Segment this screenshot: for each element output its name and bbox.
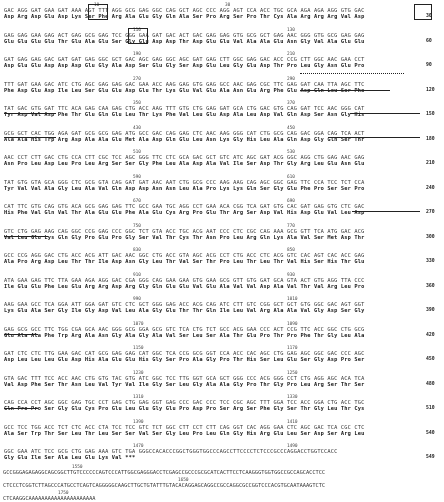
peptide-underline xyxy=(328,137,420,138)
residue-count: 30 xyxy=(426,14,432,19)
residue-count: 360 xyxy=(426,283,435,289)
residue-count: 390 xyxy=(426,308,435,313)
peptide-underline xyxy=(350,113,420,114)
residue-count: 330 xyxy=(426,259,435,264)
position-label: 1150 xyxy=(133,346,144,351)
nucleotide-row: AAG GAA GCC TCA GGA ATT GGA GAT GTC CTC GCT GGG GAG ACC ACG CAG ATC CTT GTC CGG GCT GCT GTG GGC GAC AGT GGT xyxy=(4,302,365,308)
residue-count: 540 xyxy=(426,430,435,436)
position-label: 450 xyxy=(287,125,295,131)
position-label: 350 xyxy=(133,101,141,106)
residue-count: 270 xyxy=(426,210,435,215)
position-label: 1650 xyxy=(178,477,189,483)
codon-box xyxy=(88,4,108,20)
amino-acid-row: Phe Asp Glu Asp Ile Leu Ser Glu Glu Asp Glu Thr Lys Glu Val Glu Ala Asn Glu Arg Phe Glu Asp Gln Leu Ser Phe xyxy=(4,87,365,94)
peptide-underline xyxy=(4,408,38,409)
codon-box xyxy=(414,4,432,20)
codon-box xyxy=(128,28,148,44)
position-label: 1490 xyxy=(287,444,298,449)
amino-acid-row: Asn Pro Leu Asp Leu Pro Leu Arg Ser Ser Gly Phe Leu Ala Asp Ala Val Ile Ser Asp Thr Gly Arg Leu Glu Asn Glu xyxy=(4,161,365,167)
position-label: 1250 xyxy=(287,370,298,376)
residue-count: 450 xyxy=(426,357,435,362)
position-label: 130 xyxy=(287,27,295,33)
residue-count: 120 xyxy=(426,87,435,93)
amino-acid-row: Gly Glu Ile Ser Ala Leu Glu Lys Val *** xyxy=(4,455,136,461)
nucleotide-row: GCG GCT CAC TGG AGA GAT GCG GCG GAG ATG GCC GAC CAG GAG CTC AAC AAG GGG CAT CTG GCG CAG GAC GGA CAG TCA ACT xyxy=(4,130,365,137)
nucleotide-row: GAG GCG GCC TTC TGG CGA GCA AAC GGG GCG GGA GCG GTC TCA CTG TCT GCC ACG GAA CCC ACT CCG TTC ACC GGC CTG GCG xyxy=(4,326,365,333)
position-label: 190 xyxy=(133,52,141,57)
nucleotide-row: GAG GAG GAA GAG ACT GAG GCG GAG TCC GGG GAA GAT GAC ACT GAC GAG GAG GTG GCG GCT GAG AAC GGG GTG GCG GAG GAG xyxy=(4,32,365,39)
peptide-underline xyxy=(4,137,56,138)
nucleotide-row: CAG CCA CCT AGC GGC GAG TGC CCT GAG CTG GAG GGT GAG CCC GAC CCC TCC CGC AGC TTT GGA TCC ACC GGA CTG ACC TGC xyxy=(4,400,365,406)
nucleotide-row: TAT GAC GTG GAT TTC ACA GAG CAA GAG CTG ACC AAG TTT GTG CTG GAG GAT GCA CTG GAC GTG CAG GAT TCC AAC GGG CAT xyxy=(4,106,365,112)
position-label: 530 xyxy=(287,150,295,155)
amino-acid-row: Tyr Asp Val Asp Phe Thr Glu Gln Glu Leu Thr Lys Phe Val Leu Glu Asp Ala Leu Asp Val Gln Asp Ser Asn Gly His xyxy=(4,112,365,118)
residue-count: 480 xyxy=(426,381,435,387)
amino-acid-row: Ile Glu Glu Phe Leu Glu Arg Arg Asp Arg Gly Gln Glu Glu Val Glu Ala Val Val Asp Ala Val Thr Val Arg Leu Pro xyxy=(4,283,365,290)
position-label: 270 xyxy=(133,76,141,82)
nucleotide-row: GAC AGG GAT GAA GAT AAA AGT TTT AGG GCG GAG GGC CAG GCT AGC CCC AGG AGT CCA ACC TGC GCA AGA AGA AGG GTG GAC xyxy=(4,8,365,14)
position-label: 1070 xyxy=(133,321,144,327)
position-label: 750 xyxy=(133,223,141,229)
position-label: 1410 xyxy=(287,419,298,425)
residue-count: 420 xyxy=(426,332,435,338)
position-label: 1010 xyxy=(287,297,298,302)
position-label: 290 xyxy=(287,76,295,82)
nucleotide-row: GCC TCC TGG ACC TCT CTC ACC CTA TCC TCC GTC TCT GGC CTT CCT CTT CAG GGT CAC AGG GAA CTC AGC GAC TCA CGC CTC xyxy=(4,424,365,431)
position-label: 850 xyxy=(287,248,295,253)
amino-acid-row: Val Asp Phe Ser Thr Asn Leu Val Tyr Val Ile Gly Ser Leu Gly Ala Ala Gly Pro Thr Gly Pro Leu Arg Ser Thr Ser xyxy=(4,381,365,388)
position-label: 430 xyxy=(133,125,141,131)
amino-acid-row: Glu Ala Ala Phe Trp Arg Ala Asn Gly Ala Gly Ala Val Ser Leu Ser Ala Thr Glu Pro Thr Pro Phe Thr Gly Leu Ala xyxy=(4,332,365,339)
peptide-underline xyxy=(4,113,56,114)
position-label: 510 xyxy=(133,150,141,155)
amino-acid-row: Asp Leu Leu Leu Glu Asp His Ala Glu Glu His Gly Ser Pro Ala Gly Pro Thr His Ser Leu Glu Ser Gly Asp Pro Ser xyxy=(4,357,365,363)
position-label: 590 xyxy=(133,174,141,180)
peptide-underline xyxy=(4,236,48,237)
nucleotide-row: TTT GAT GAA GAC ATC CTG AGC GAG GAG GAC GAA ACC AAG GAG GTG GAG GCC AAC GAG CGC TTC GAG GAT CAA TTA AGC TTC xyxy=(4,81,365,88)
nucleotide-row: GTC CTG GAG AAG CAG GGC CCG GAG CCC GGC TCT GTA ACC TGC ACG AAT CCC CTC CGC CAG AAA GCG GTT TCA ATG GAC ACG xyxy=(4,228,365,235)
position-label: 10 xyxy=(94,3,100,8)
amino-acid-row: Asp Arg Asp Glu Asp Lys Ser Phe Arg Ala Glu Gly Gln Ala Ser Pro Arg Ser Pro Thr Cys Ala Arg Arg Arg Val Asp xyxy=(4,14,365,20)
position-label: 690 xyxy=(287,199,295,204)
nucleotide-row: CAT TTC GTG CAG GTG ACA GCG GAG GAG TTC GCC GAA TGC AGG CCT GAA ACA CGG TCA GAT GTG CAC GAT GAG GTG CTC GAC xyxy=(4,204,365,210)
residue-count: 60 xyxy=(426,38,432,44)
nucleotide-row: TAT GTG GTA GCA GGG CTC GCG GTA CAG GAT GAT AAC AAT CTG GCG CCC AAG AAG CAG AGC GGC GAG TTC CCA TCC TCT CCA xyxy=(4,179,365,186)
position-label: 670 xyxy=(133,199,141,204)
position-label: 990 xyxy=(133,297,141,302)
position-label: 1470 xyxy=(133,444,144,449)
position-label: 770 xyxy=(287,223,295,229)
amino-acid-row: Ala Ala His Trp Arg Asp Ala Ala Glu Met Ala Asp Gln Glu Leu Asn Lys Gly His Leu Ala Gln Asp Gly Gln Ser Thr xyxy=(4,136,365,143)
nucleotide-row: CTCCCTCGGTCTTAGCCCATGCCTCAGTCAGGGGGCAAGCTTGCTGTATTTGTACACAGGAGCAGGCCGCCAGGCGCCGGTCCCACGTGCAATAAAGTCTC xyxy=(3,482,326,489)
nucleotide-row: GAT GAG GAG GAC GAT GAT GAG GGC GCT GAC AGC GAG GGC AGC GAT GAG CTT GGC GAG GAC ACC CCG CTT GGC AAC GAA CCT xyxy=(4,57,365,63)
amino-acid-row: Tyr Val Val Ala Gly Leu Ala Val Gln Asp Asp Asn Asn Leu Ala Pro Lys Lys Gln Ser Gly Glu Phe Pro Ser Ser Pro xyxy=(4,185,365,192)
residue-count: 90 xyxy=(426,63,432,68)
position-label: 610 xyxy=(287,174,295,180)
position-label: 1230 xyxy=(133,370,144,376)
position-label: 210 xyxy=(287,52,295,57)
amino-acid-row: Gln Pro Pro Ser Gly Glu Cys Pro Glu Leu Glu Gly Glu Pro Asp Pro Ser Arg Ser Phe Gly Ser Thr Gly Leu Thr Cys xyxy=(4,406,365,412)
position-label: 1330 xyxy=(287,395,298,400)
residue-count: 240 xyxy=(426,185,435,191)
residue-count: 180 xyxy=(426,136,435,142)
position-label: 1550 xyxy=(72,464,83,470)
motif-dots xyxy=(300,73,404,74)
nucleotide-row: GCC CCG AGG GAC CTG ACC ACG ATT GAC AAC GGC CTG ACC GTA AGC ACG CCT CTG ACC CTC ACG GTC CAC AGT CAC ACC GAG xyxy=(4,253,365,259)
nucleotide-row: GAT CTC CTC TTG GAA GAC CAT GCG GAG GAG CAT GGC TCA CCG GCG GGT CCA ACC CAC AGC CTG GAG AGC GGC GAC CCC AGC xyxy=(4,351,365,357)
nucleotide-row: AAC CCT CTT GAC CTG CCA CTT CGC TCC AGC GGG TTC CTC GCA GAC GCT GTC ATC AGC GAT ACG GGC AGG CTG GAG AAC GAG xyxy=(4,155,365,161)
residue-count: 300 xyxy=(426,234,435,240)
position-label: 370 xyxy=(287,101,295,106)
peptide-underline xyxy=(4,334,38,335)
position-label: 30 xyxy=(225,3,231,8)
nucleotide-row: GCCGGGAGAGAGGCAGCGGCTTGTCCCCCCAGTCCCATTGGCGAGGGACCTCGAGCCGCCCGCGCATCACTTCCTCAAGGGTGGTGGCCGCCAGCACCTCC xyxy=(3,469,326,476)
position-label: 1750 xyxy=(58,490,69,496)
position-label: 1170 xyxy=(287,346,298,351)
amino-acid-row: Glu Glu Glu Glu Thr Glu Ala Glu Ser Gly Glu Asp Asp Thr Asp Glu Glu Val Ala Ala Glu Asn Gly Val Ala Glu Glu xyxy=(4,38,365,45)
amino-acid-row: Asp Glu Glu Asp Asp Asp Glu Gly Ala Asp Ser Glu Gly Ser Asp Glu Leu Gly Glu Asp Thr Pro Leu Gly Asn Glu Pro xyxy=(4,63,365,69)
amino-acid-row: Val Leu Glu Lys Gln Gly Pro Glu Pro Gly Ser Val Thr Cys Thr Asn Pro Leu Arg Gln Lys Ala Val Ser Met Asp Thr xyxy=(4,234,365,241)
amino-acid-row: Lys Glu Ala Ser Gly Ile Gly Asp Val Leu Ala Gly Glu Thr Thr Gln Ile Leu Val Arg Ala Ala Val Gly Asp Ser Gly xyxy=(4,308,365,314)
nucleotide-row: ATA GAA GAG TTC TTA GAA AGA AGG GAC CGA GGG CAG GAA GAA GTG GAA GCG GTT GTG GAT GCA GTA ACT GTG AGG TTA CCC xyxy=(4,277,365,284)
position-label: 1310 xyxy=(133,395,144,400)
amino-acid-row: Ala Ser Trp Thr Ser Leu Thr Leu Ser Ser Val Ser Gly Leu Pro Leu Gln Gly His Arg Glu Leu Ser Asp Ser Arg Leu xyxy=(4,430,365,437)
residue-count: 210 xyxy=(426,161,435,166)
residue-count: 150 xyxy=(426,112,435,117)
position-label: 910 xyxy=(133,272,141,278)
position-label: 110 xyxy=(133,27,141,33)
position-label: 830 xyxy=(133,248,141,253)
amino-acid-row: His Phe Val Gln Val Thr Ala Glu Glu Phe Ala Glu Cys Arg Pro Glu Thr Arg Ser Asp Val His Asp Glu Val Leu Asp xyxy=(4,210,365,216)
peptide-underline xyxy=(300,90,390,91)
position-label: 1090 xyxy=(287,321,298,327)
amino-acid-row: Ala Pro Arg Asp Leu Thr Thr Ile Asp Asn Gly Leu Thr Val Ser Thr Pro Leu Thr Leu Thr Val His Ser His Thr Glu xyxy=(4,259,365,265)
nucleotide-row: GGC GAA ATC TCC GCG CTG GAG AAA GTC TGA GGGCCACACCCGGCTGGGTGGCCCAGCCTTCCCCTCTCCCGCCCAGGACCTGGTCCACC xyxy=(4,449,338,455)
position-label: 930 xyxy=(287,272,295,278)
position-label: 1390 xyxy=(133,419,144,425)
residue-count: 510 xyxy=(426,406,435,411)
nucleotide-row: CTCAAGGCAAAAAAAAAAAAAAAAAAAAA xyxy=(3,495,96,502)
nucleotide-row: GTA GAC TTT TCC ACC AAC CTG GTG TAC GTG ATC GGC TCC TTG GGT GCA GCT GGG CCC ACG GGG CCT CTG AGG AGC ACA TCA xyxy=(4,375,365,382)
residue-count: 549 xyxy=(426,455,435,460)
peptide-underline xyxy=(352,211,420,212)
